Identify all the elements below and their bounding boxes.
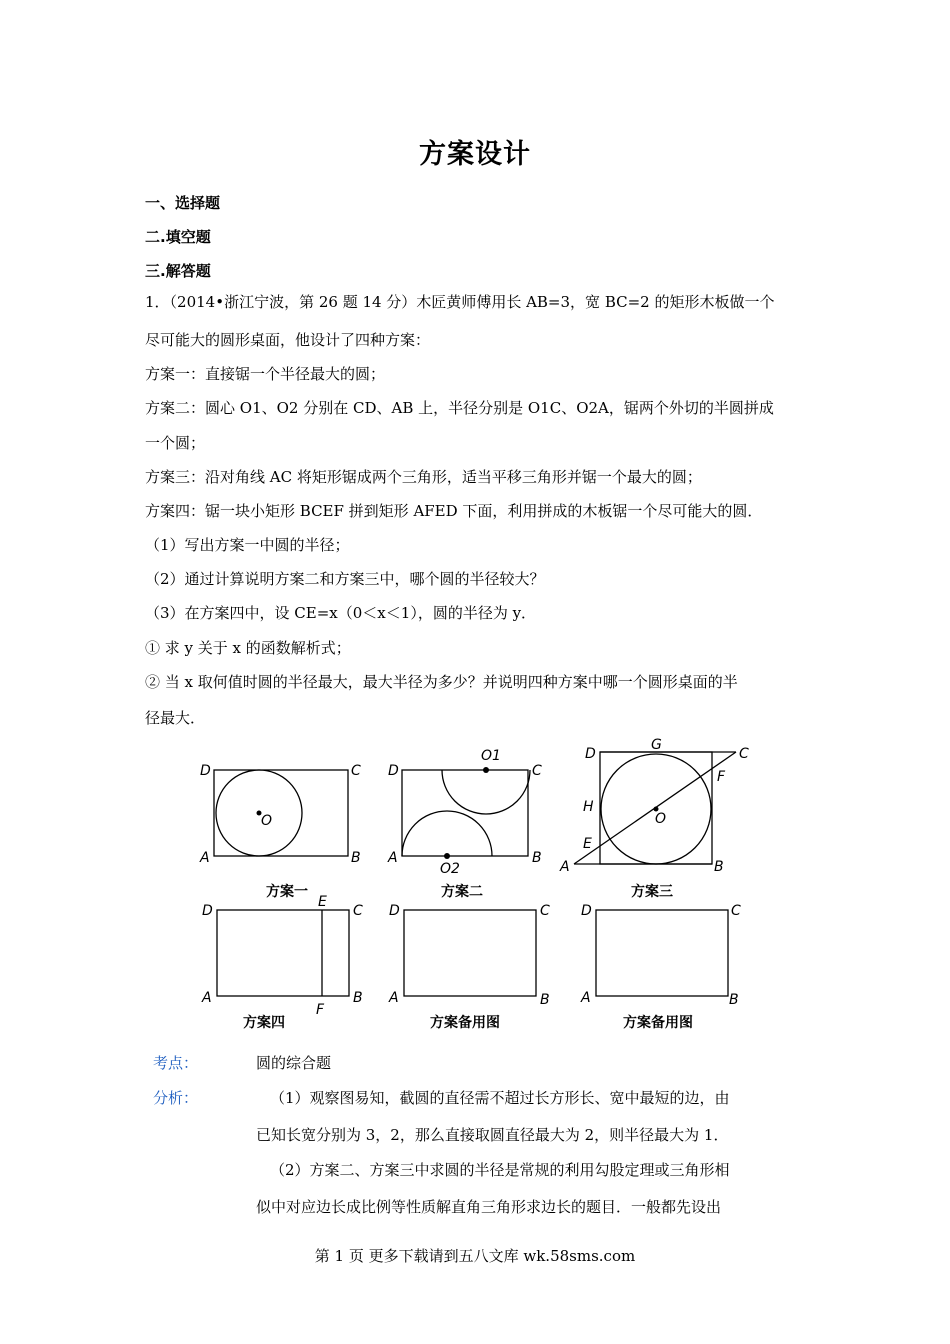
analysis-line: 已知长宽分别为 3，2，那么直接取圆直径最大为 2，则半径最大为 1． xyxy=(256,1126,729,1144)
label-d: D xyxy=(388,763,399,779)
problem-line: 方案二：圆心 O1、O2 分别在 CD、AB 上，半径分别是 O1C、O2A，锯两个外切的半圆拼成 xyxy=(145,399,774,417)
kaodian-value: 圆的综合题 xyxy=(256,1054,332,1072)
caption-fig3: 方案三 xyxy=(631,884,673,900)
label-b: B xyxy=(351,850,361,866)
figure2-o2-dot xyxy=(444,853,450,859)
label-c: C xyxy=(731,903,741,919)
section-solve: 三.解答题 xyxy=(145,262,211,280)
section-choice: 一、选择题 xyxy=(145,194,221,212)
problem-line: 方案一：直接锯一个半径最大的圆； xyxy=(145,365,386,383)
problem-line: ② 当 x 取何值时圆的半径最大，最大半径为多少？并说明四种方案中哪一个圆形桌面的半 xyxy=(145,673,738,691)
label-a: A xyxy=(388,850,398,866)
label-a: A xyxy=(389,990,399,1006)
problem-line: 尽可能大的圆形桌面，他设计了四种方案： xyxy=(145,331,431,349)
label-o: O xyxy=(655,811,667,827)
caption-fig5: 方案备用图 xyxy=(430,1015,500,1031)
label-c: C xyxy=(353,903,363,919)
caption-fig4: 方案四 xyxy=(243,1015,285,1031)
label-b: B xyxy=(353,990,363,1006)
analysis-line: 似中对应边长成比例等性质解直角三角形求边长的题目．一般都先设出 xyxy=(256,1198,722,1216)
analysis-line: （2）方案二、方案三中求圆的半径是常规的利用勾股定理或三角形相 xyxy=(270,1161,730,1179)
section-fill: 二.填空题 xyxy=(145,228,211,246)
problem-line: 一个圆； xyxy=(145,434,206,452)
problem-line: 径最大． xyxy=(145,709,206,727)
figure2-lower-semicircle xyxy=(402,811,492,856)
problem-line: （3）在方案四中，设 CE=x（0＜x＜1），圆的半径为 y． xyxy=(145,604,537,622)
label-e: E xyxy=(583,836,592,852)
page-title: 方案设计 xyxy=(419,139,531,170)
label-b: B xyxy=(532,850,542,866)
label-b: B xyxy=(714,859,724,875)
problem-line: 方案四：锯一块小矩形 BCEF 拼到矩形 AFED 下面，利用拼成的木板锯一个尽可能大的圆． xyxy=(145,502,763,520)
kaodian-label: 考点： xyxy=(153,1054,199,1072)
label-c: C xyxy=(540,903,550,919)
problem-line: （1）写出方案一中圆的半径； xyxy=(145,536,350,554)
problem-line: （2）通过计算说明方案二和方案三中，哪个圆的半径较大？ xyxy=(145,570,545,588)
figure2-rectangle xyxy=(402,770,528,856)
caption-fig2: 方案二 xyxy=(441,884,483,900)
label-f: F xyxy=(316,1002,325,1018)
analysis-line: （1）观察图易知，截圆的直径需不超过长方形长、宽中最短的边，由 xyxy=(270,1089,730,1107)
page-footer: 第 1 页 更多下载请到五八文库 wk.58sms.com xyxy=(314,1247,636,1265)
label-b: B xyxy=(729,992,739,1008)
problem-line: 方案三：沿对角线 AC 将矩形锯成两个三角形，适当平移三角形并锯一个最大的圆； xyxy=(145,468,702,486)
label-a: A xyxy=(200,850,210,866)
spare-rectangle-2 xyxy=(596,910,728,996)
label-b: B xyxy=(540,992,550,1008)
label-a: A xyxy=(202,990,212,1006)
label-a: A xyxy=(581,990,591,1006)
label-o2: O2 xyxy=(440,861,460,877)
label-c: C xyxy=(739,746,749,762)
label-o: O xyxy=(261,813,273,829)
figure2-upper-semicircle xyxy=(442,770,530,814)
problem-line: 1．（2014•浙江宁波，第 26 题 14 分）木匠黄师傅用长 AB=3，宽 BC=2 的矩形木板做一个 xyxy=(145,293,775,311)
figure2-o1-dot xyxy=(483,767,489,773)
caption-fig1: 方案一 xyxy=(266,884,308,900)
label-o1: O1 xyxy=(481,748,501,764)
label-a: A xyxy=(560,859,570,875)
label-d: D xyxy=(585,746,596,762)
caption-fig6: 方案备用图 xyxy=(623,1015,693,1031)
label-c: C xyxy=(532,763,542,779)
label-d: D xyxy=(200,763,211,779)
label-e: E xyxy=(318,894,327,910)
figure4-rectangle xyxy=(217,910,349,996)
label-g: G xyxy=(651,737,662,753)
problem-line: ① 求 y 关于 x 的函数解析式； xyxy=(145,639,351,657)
label-h: H xyxy=(583,799,594,815)
label-d: D xyxy=(202,903,213,919)
label-f: F xyxy=(717,769,726,785)
fenxi-label: 分析： xyxy=(153,1089,199,1107)
spare-rectangle-1 xyxy=(404,910,536,996)
label-d: D xyxy=(389,903,400,919)
label-c: C xyxy=(351,763,361,779)
label-d: D xyxy=(581,903,592,919)
figure1-rectangle xyxy=(214,770,348,856)
